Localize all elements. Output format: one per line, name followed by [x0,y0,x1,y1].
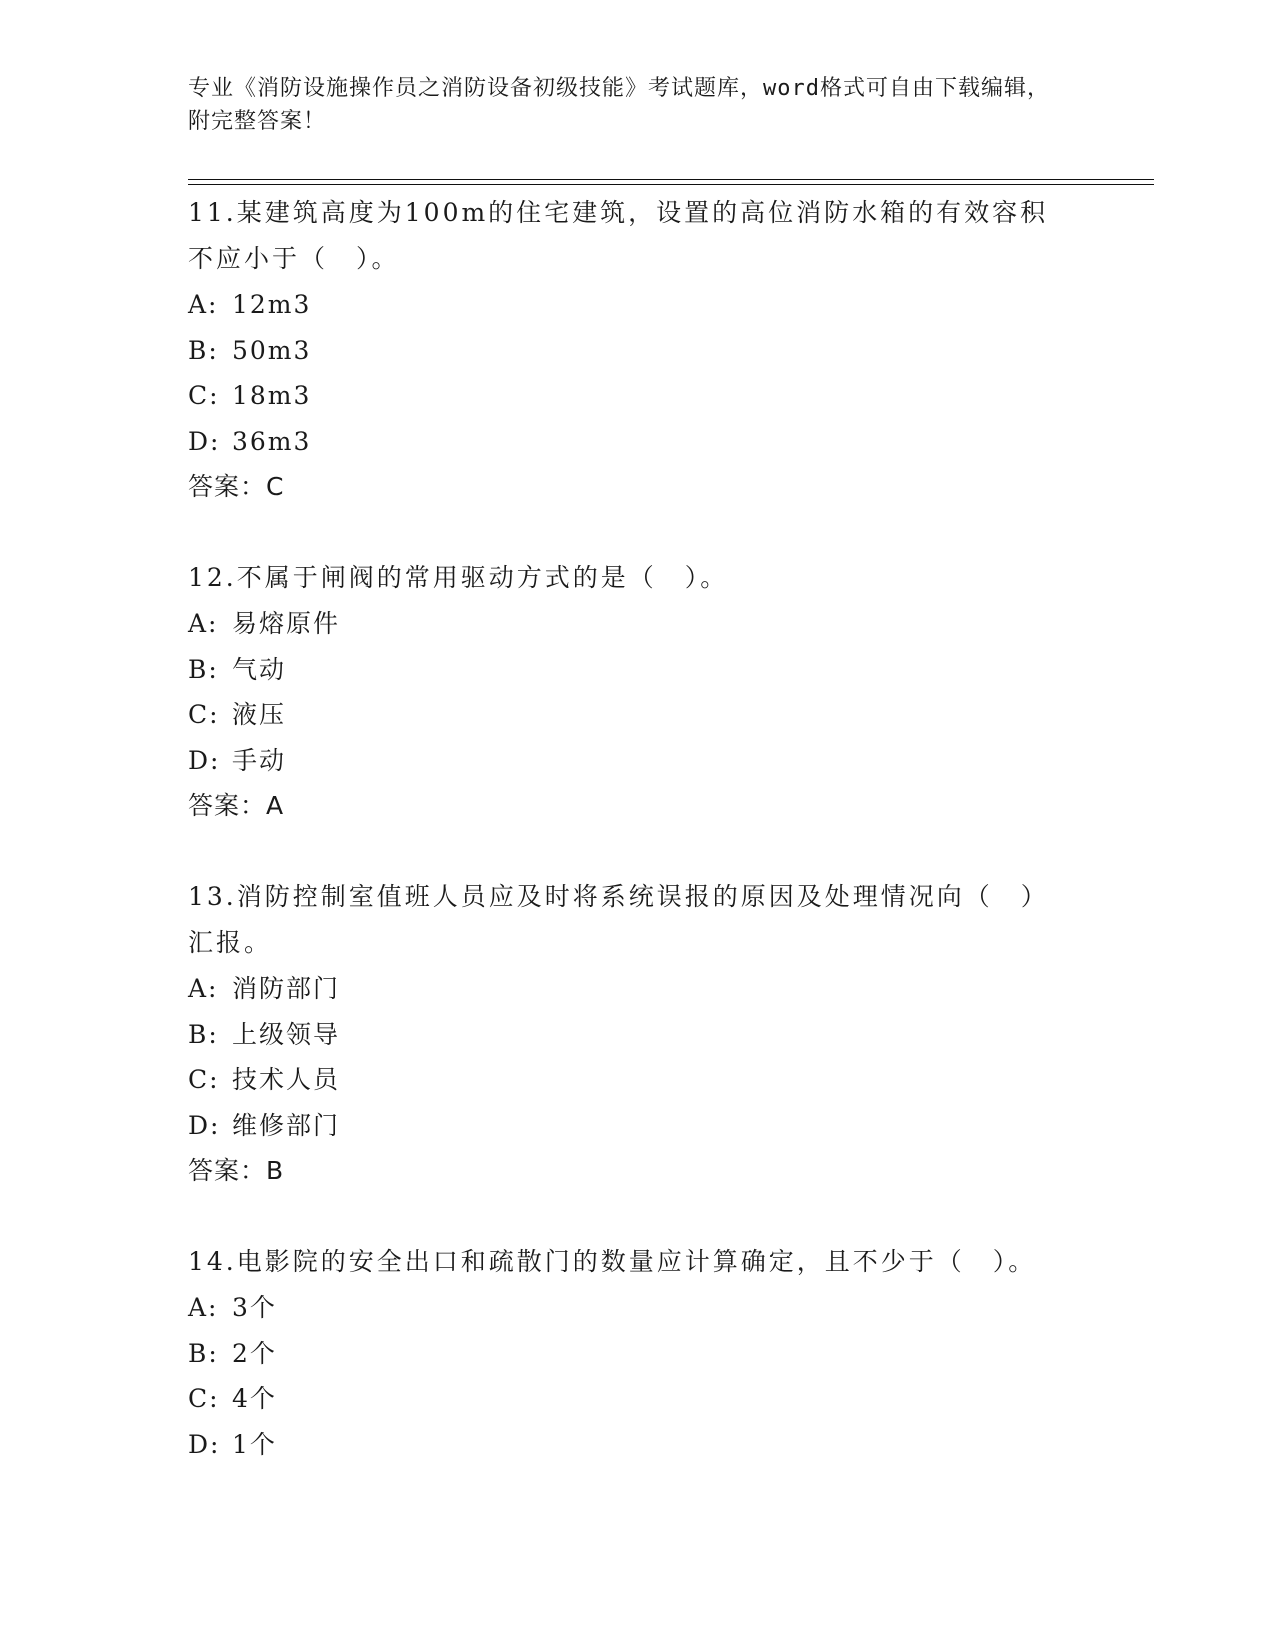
option-key: C: [188,1384,220,1413]
option-c [188,1057,1088,1103]
option-c [188,692,1088,738]
question-stem: 11.某建筑高度为100m的住宅建筑，设置的高位消防水箱的有效容积不应小于（ ）。 [188,198,1049,273]
option-text: 液压 [232,700,287,729]
question-stem: 14.电影院的安全出口和疏散门的数量应计算确定，且不少于（ ）。 [188,1247,1037,1276]
question-14 [188,1239,1088,1467]
option-d [188,419,1088,465]
option-key: D: [188,1110,221,1140]
option-text: 上级领导 [232,1019,341,1049]
option-d [188,1422,1088,1468]
question-stem: 13.消防控制室值班人员应及时将系统误报的原因及处理情况向（ ）汇报。 [188,882,1049,957]
answer-line: 答案：A [188,791,285,820]
option-d [188,1103,1088,1149]
option-b [188,328,1088,374]
option-key: B: [188,1338,219,1368]
option-text: 易熔原件 [232,609,341,638]
option-a [188,601,1088,647]
option-text: 4个 [232,1384,277,1413]
option-text: 维修部门 [232,1110,341,1140]
option-key: A: [188,609,219,638]
answer-line: 答案：C [188,472,285,501]
option-text: 18m3 [232,381,312,410]
option-a [188,282,1088,328]
question-spacer [188,1193,1088,1239]
option-text: 36m3 [232,426,312,456]
header-rule-bottom [188,184,1154,185]
option-key: D: [188,426,221,456]
question-list [188,190,1088,1467]
option-text: 12m3 [232,290,312,319]
question-stem: 12.不属于闸阀的常用驱动方式的是（ ）。 [188,563,729,592]
question-spacer [188,828,1088,874]
header-rule-top [188,179,1154,180]
option-key: A: [188,974,219,1003]
answer-line: 答案：B [188,1156,285,1185]
question-spacer [188,509,1088,555]
option-a [188,966,1088,1012]
option-key: A: [188,290,219,319]
option-key: D: [188,745,221,775]
option-key: C: [188,381,220,410]
option-a [188,1285,1088,1331]
option-text: 3个 [232,1293,277,1322]
option-key: B: [188,1019,219,1049]
option-key: D: [188,1429,221,1459]
option-text: 1个 [232,1429,277,1459]
option-text: 消防部门 [232,974,341,1003]
question-12 [188,555,1088,828]
option-key: C: [188,700,220,729]
option-key: C: [188,1065,220,1094]
option-key: B: [188,335,219,365]
option-text: 手动 [232,745,287,775]
option-key: A: [188,1293,219,1322]
option-c [188,373,1088,419]
option-b [188,1012,1088,1058]
option-text: 技术人员 [232,1065,341,1094]
question-13 [188,874,1088,1193]
document-header: 专业《消防设施操作员之消防设备初级技能》考试题库，word格式可自由下载编辑，附完整答案！ [188,76,1050,134]
option-text: 气动 [232,654,287,684]
option-b [188,647,1088,693]
option-text: 50m3 [232,335,312,365]
option-c [188,1376,1088,1422]
option-d [188,738,1088,784]
option-b [188,1331,1088,1377]
option-text: 2个 [232,1338,277,1368]
option-key: B: [188,654,219,684]
question-11 [188,190,1088,509]
